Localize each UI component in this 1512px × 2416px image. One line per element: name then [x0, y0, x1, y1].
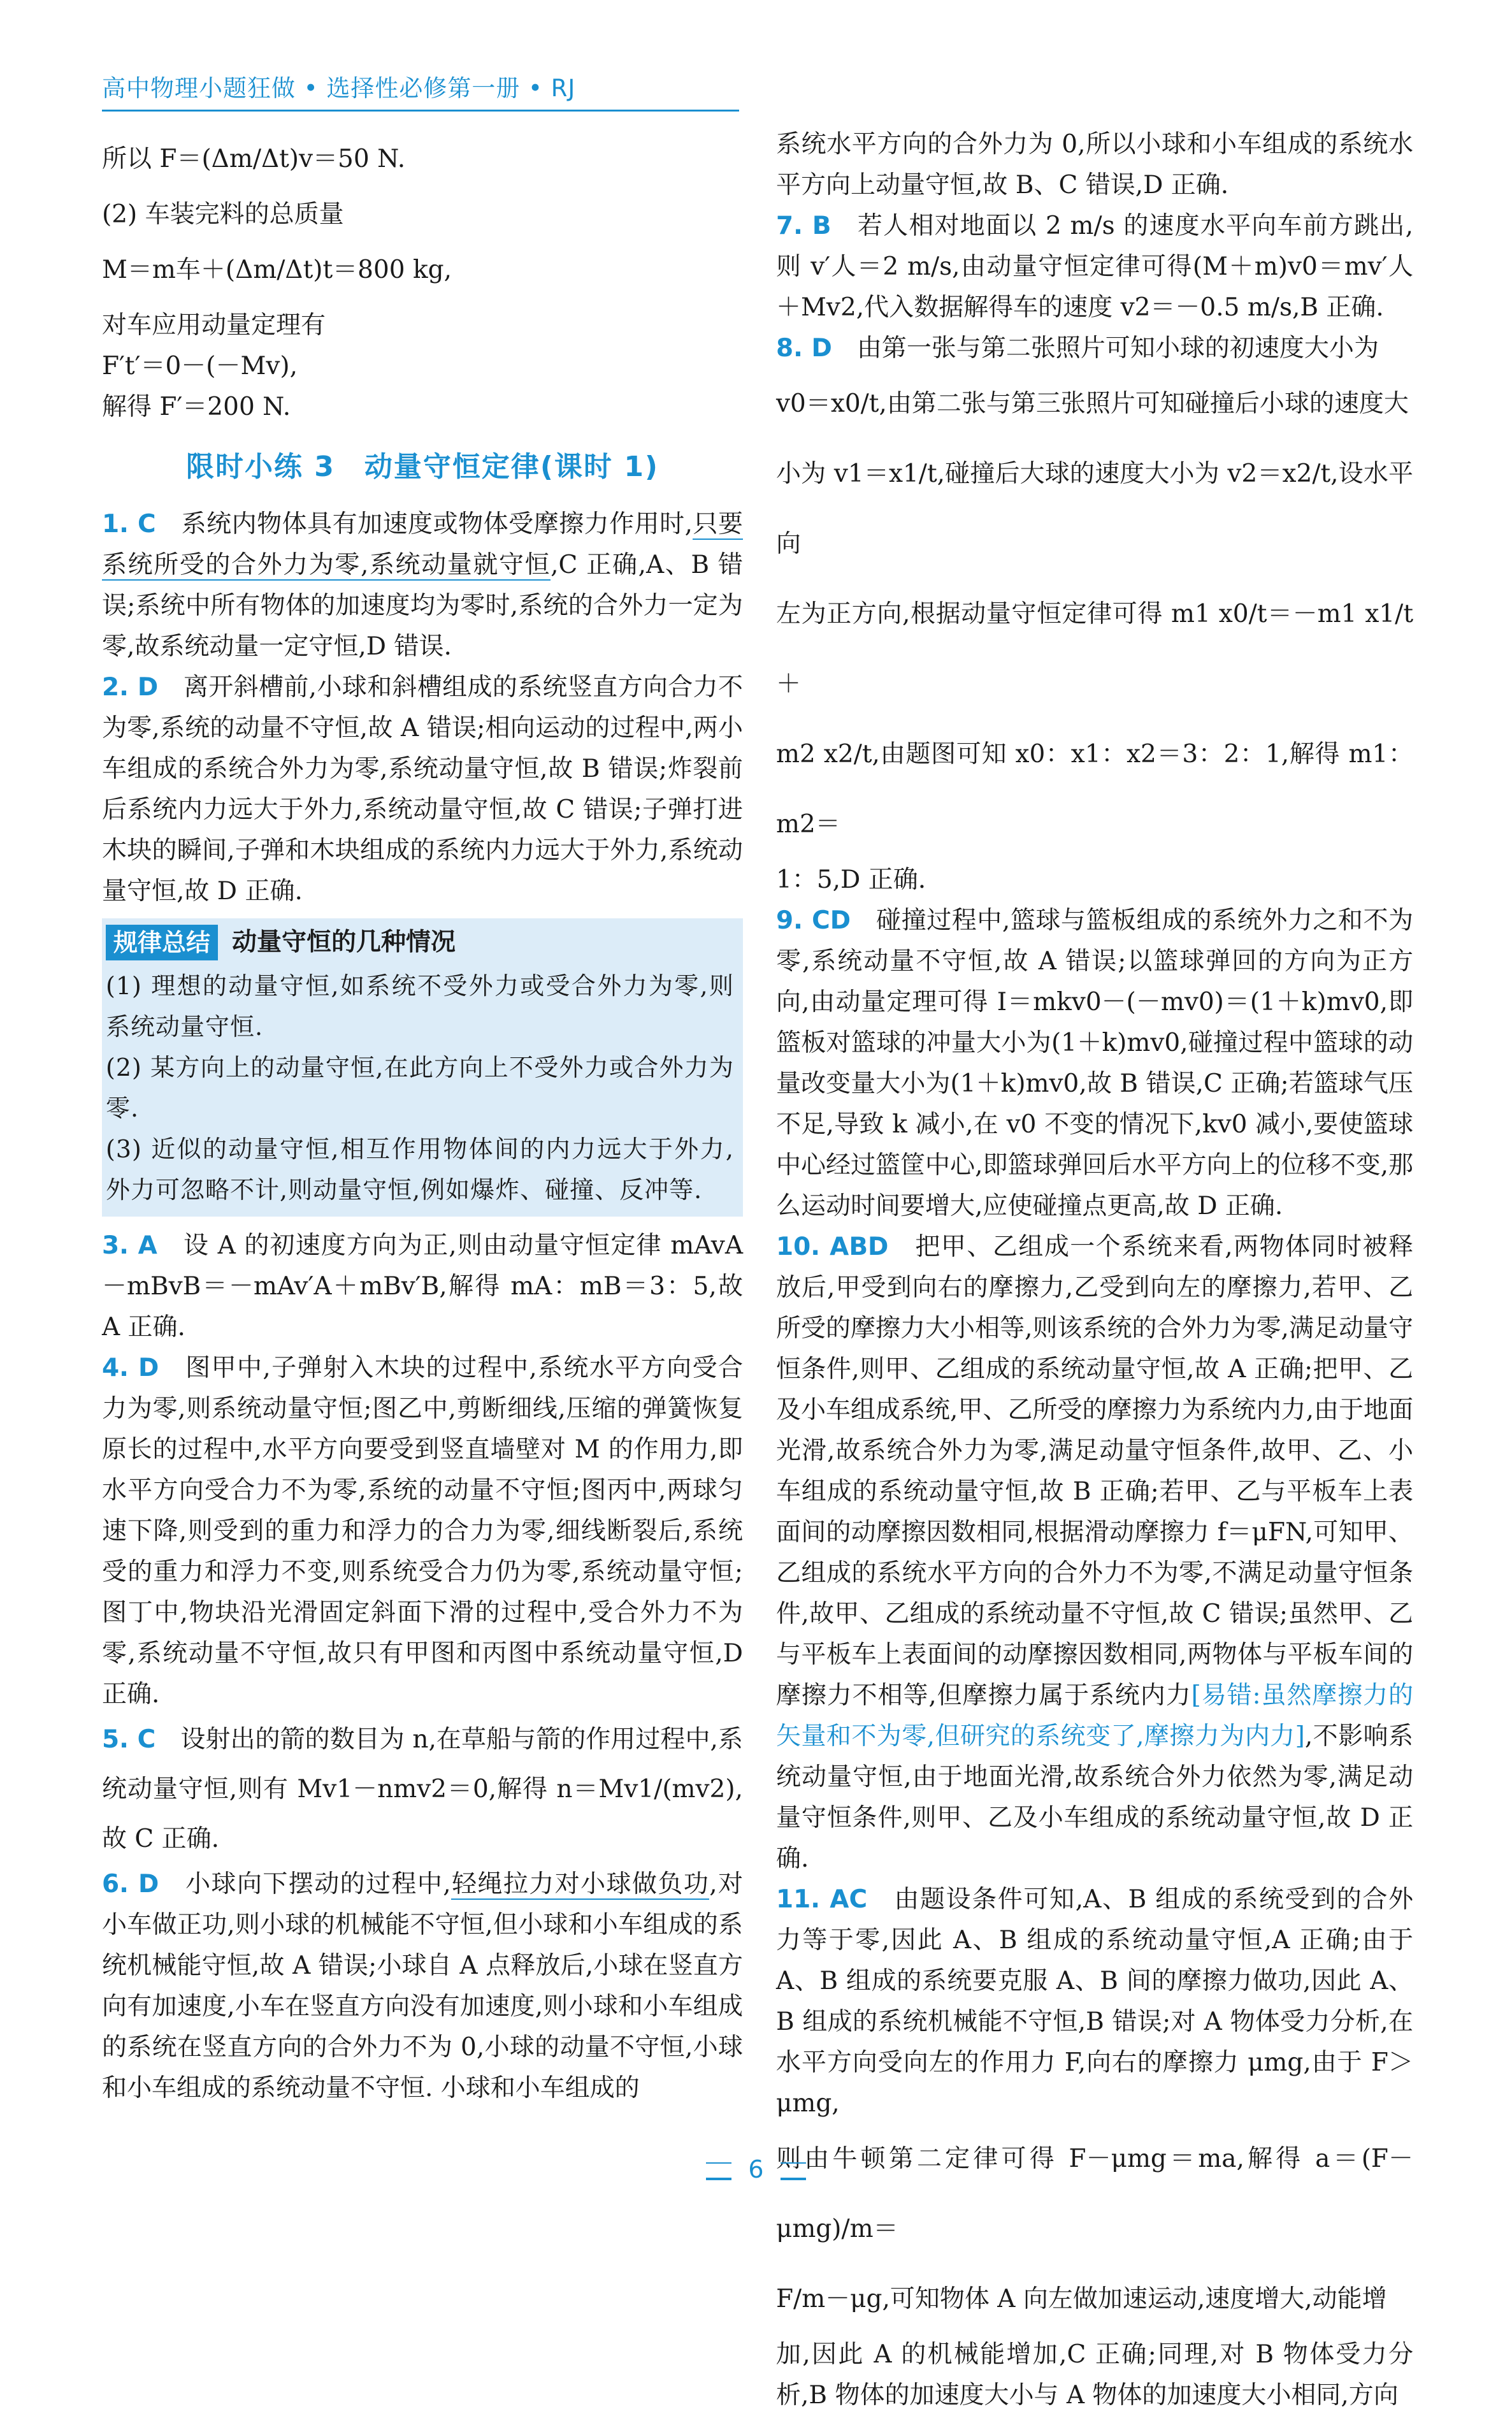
answer-text: 由第一张与第二张照片可知小球的初速度大小为: [832, 334, 1379, 363]
answer-7: [776, 206, 1413, 328]
answer-number: 5. C: [102, 1725, 156, 1754]
answer-line: 1：5,D 正确.: [776, 865, 926, 894]
answer-number: 10. ABD: [776, 1233, 889, 1261]
answer-text: 由题设条件可知,A、B 组成的系统受到的合外力等于零,因此 A、B 组成的系统动量守恒,A 正确;由于 A、B 组成的系统要克服 A、B 间的摩擦力做功,因此 A、B 组成的系统机械能不守恒,B 错误;对 A 物体受力分析,在水平方向受向左的作用力 F,向右的摩擦力 μmg,由于 F＞μmg,: [776, 1885, 1413, 2118]
answer-number: 6. D: [102, 1870, 159, 1899]
answer-text: ,C 正确,A、B 错误;系统中所有物体的加速度均为零时,系统的合外力一定为零,故系统动量一定守恒,D 错误.: [102, 551, 743, 661]
answer-line: [776, 328, 1413, 369]
answer-3: [102, 1226, 743, 1348]
answer-1: [102, 504, 743, 667]
summary-item: (3) 近似的动量守恒,相互作用物体间的内力远大于外力,外力可忽略不计,则动量守恒,例如爆炸、碰撞、反冲等.: [106, 1135, 734, 1204]
answer-text: 离开斜槽前,小球和斜槽组成的系统竖直方向合力不为零,系统的动量不守恒,故 A 错误;相向运动的过程中,两小车组成的系统合外力为零,系统动量守恒,故 B 错误;炸裂前后系统内力远大于外力,系统动量守恒,故 C 错误;子弹打进木块的瞬间,子弹和木块组成的系统内力远大于外力,系统动量守恒,故 D 正确.: [102, 673, 743, 906]
answer-9: [776, 901, 1413, 1227]
answer-2: [102, 667, 743, 912]
error-note: [易错:虽然摩擦力的矢量和不为零,但研究的系统变了,摩擦力为内力]: [776, 1681, 1413, 1751]
intro-line: (2) 车装完料的总质量: [102, 200, 344, 229]
right-column: [776, 124, 1413, 2416]
answer-line: v0＝x0/t,由第二张与第三张照片可知碰撞后小球的速度大: [776, 389, 1409, 418]
summary-title: 动量守恒的几种情况: [232, 928, 456, 957]
underlined-text: 只要系统所受的合外力为零,系统动量就守恒: [102, 510, 743, 579]
answer-line: 小为 v1＝x1/t,碰撞后大球的速度大小为 v2＝x2/t,设水平向: [776, 459, 1413, 558]
summary-header: [106, 922, 734, 963]
answer-number: 3. A: [102, 1231, 157, 1260]
page-footer: [0, 2155, 1512, 2183]
footer-ornament-left: [706, 2162, 731, 2180]
left-column: [102, 124, 743, 2109]
summary-box: [102, 918, 743, 1217]
answer-text: 小球向下摆动的过程中,: [159, 1870, 451, 1899]
intro-line: F′t′＝0－(－Mv),: [102, 352, 298, 380]
intro-line: 对车应用动量定理有: [102, 311, 326, 340]
answer-text: 加,因此 A 的机械能增加,C 正确;同理,对 B 物体受力分析,B 物体的加速度大小与 A 物体的加速度大小相同,方向: [776, 2340, 1413, 2410]
answer-8: [776, 328, 1413, 901]
answer-text: 把甲、乙组成一个系统来看,两物体同时被释放后,甲受到向右的摩擦力,乙受到向左的摩擦力,若甲、乙所受的摩擦力大小相等,则该系统的合外力为零,满足动量守恒条件,则甲、乙组成的系统动量守恒,故 A 正确;把甲、乙及小车组成系统,甲、乙所受的摩擦力为系统内力,由于地面光滑,故系统合外力为零,满足动量守恒条件,故甲、乙、小车组成的系统动量守恒,故 B 正确;若甲、乙与平板车上表面间的动摩擦因数相同,根据滑动摩擦力 f＝μFN,可知甲、乙组成的系统水平方向的合外力不为零,不满足动量守恒条件,故甲、乙组成的系统动量不守恒,故 C 错误;虽然甲、乙与平板车上表面间的动摩擦因数相同,两物体与平板车间的摩擦力不相等,但摩擦力属于系统内力: [776, 1233, 1413, 1710]
answer-number: 1. C: [102, 510, 156, 539]
answer-text: 设射出的箭的数目为 n,在草船与箭的作用过程中,系统动量守恒,则有 Mv1－nmv2＝0,解得 n＝Mv1/(mv2),故 C 正确.: [102, 1725, 744, 1853]
answer-line: 则由牛顿第二定律可得 F－μmg＝ma,解得 a＝(F－μmg)/m＝: [776, 2145, 1413, 2243]
answer-line: 左为正方向,根据动量守恒定律可得 m1 x0/t＝－m1 x1/t＋: [776, 600, 1413, 698]
intro-line: M＝m车＋(Δm/Δt)t＝800 kg,: [102, 256, 452, 284]
answer-number: 7. B: [776, 212, 832, 240]
answer-11: [776, 1879, 1413, 2124]
answer-text: 碰撞过程中,篮球与篮板组成的系统外力之和不为零,系统动量不守恒,故 A 错误;以篮球弹回的方向为正方向,由动量定理可得 I＝mkv0－(－mv0)＝(1＋k)mv0,即篮板对篮球的冲量大小为(1＋k)mv0,碰撞过程中篮球的动量改变量大小为(1＋k)mv0,故 B 错误,C 正确;若篮球气压不足,导致 k 减小,在 v0 不变的情况下,kv0 减小,要使篮球中心经过篮筐中心,即篮球弹回后水平方向上的位移不变,那么运动时间要增大,应使碰撞点更高,故 D 正确.: [776, 906, 1414, 1220]
answer-10: [776, 1227, 1413, 1879]
answer-text: 设 A 的初速度方向为正,则由动量守恒定律 mAvA－mBvB＝－mAv′A＋mBv′B,解得 mA：mB＝3：5,故 A 正确.: [102, 1231, 743, 1342]
intro-line: 所以 F＝(Δm/Δt)v＝50 N.: [102, 145, 406, 173]
answer-number: 11. AC: [776, 1885, 868, 1914]
answer-5: [102, 1715, 743, 1864]
intro-line: 解得 F′＝200 N.: [102, 393, 291, 421]
answer-line: F/m－μg,可知物体 A 向左做加速运动,速度增大,动能增: [776, 2285, 1387, 2313]
summary-item: (1) 理想的动量守恒,如系统不受外力或受合外力为零,则系统动量守恒.: [106, 972, 734, 1041]
summary-item: (2) 某方向上的动量守恒,在此方向上不受外力或合外力为零.: [106, 1053, 734, 1122]
underlined-text: 轻绳拉力对小球做负功: [450, 1870, 710, 1899]
answer-number: 4. D: [102, 1354, 159, 1382]
answer-number: 8. D: [776, 334, 832, 363]
answer-text: 图甲中,子弹射入木块的过程中,系统水平方向受合力为零,则系统动量守恒;图乙中,剪断细线,压缩的弹簧恢复原长的过程中,水平方向要受到竖直墙壁对 M 的作用力,即水平方向受合力不为零,系统的动量不守恒;图丙中,两球匀速下降,则受到的重力和浮力的合力为零,细线断裂后,系统受的重力和浮力不变,则系统受合力仍为零,系统动量守恒;图丁中,物块沿光滑固定斜面下滑的过程中,受合外力不为零,系统动量不守恒,故只有甲图和丙图中系统动量守恒,D 正确.: [102, 1354, 744, 1709]
answer-number: 2. D: [102, 673, 159, 702]
answer-6-continued: 系统水平方向的合外力为 0,所以小球和小车组成的系统水平方向上动量守恒,故 B、C 错误,D 正确.: [776, 130, 1413, 199]
answer-4: [102, 1348, 743, 1715]
answer-number: 9. CD: [776, 906, 851, 935]
answer-text: 若人相对地面以 2 m/s 的速度水平向车前方跳出,则 v′人＝2 m/s,由动量守恒定律可得(M＋m)v0＝mv′人＋Mv2,代入数据解得车的速度 v2＝－0.5 m/s,B 正确.: [776, 212, 1413, 322]
answer-text: ,对小车做正功,则小球的机械能不守恒,但小球和小车组成的系统机械能守恒,故 A 错误;小球自 A 点释放后,小球在竖直方向有加速度,小车在竖直方向没有加速度,则小球和小车组成的系统在竖直方向的合外力不为 0,小球的动量不守恒,小球和小车组成的系统动量不守恒. 小球和小车组成的: [102, 1870, 743, 2102]
answer-text: ,不影响系统动量守恒,由于地面光滑,故系统合外力依然为零,满足动量守恒条件,则甲、乙及小车组成的系统动量守恒,故 D 正确.: [776, 1722, 1413, 1873]
header-rule: [102, 110, 739, 112]
answer-6: [102, 1864, 743, 2109]
summary-badge: 规律总结: [106, 925, 218, 960]
section-title: 限时小练 3 动量守恒定律(课时 1): [185, 451, 659, 483]
running-header: 高中物理小题狂做 • 选择性必修第一册 • RJ: [102, 75, 576, 102]
answer-line: m2 x2/t,由题图可知 x0：x1：x2＝3：2：1,解得 m1：m2＝: [776, 740, 1413, 839]
footer-ornament-right: [781, 2162, 806, 2180]
page-number: 6: [748, 2155, 764, 2183]
answer-text: 系统内物体具有加速度或物体受摩擦力作用时,: [155, 510, 693, 539]
